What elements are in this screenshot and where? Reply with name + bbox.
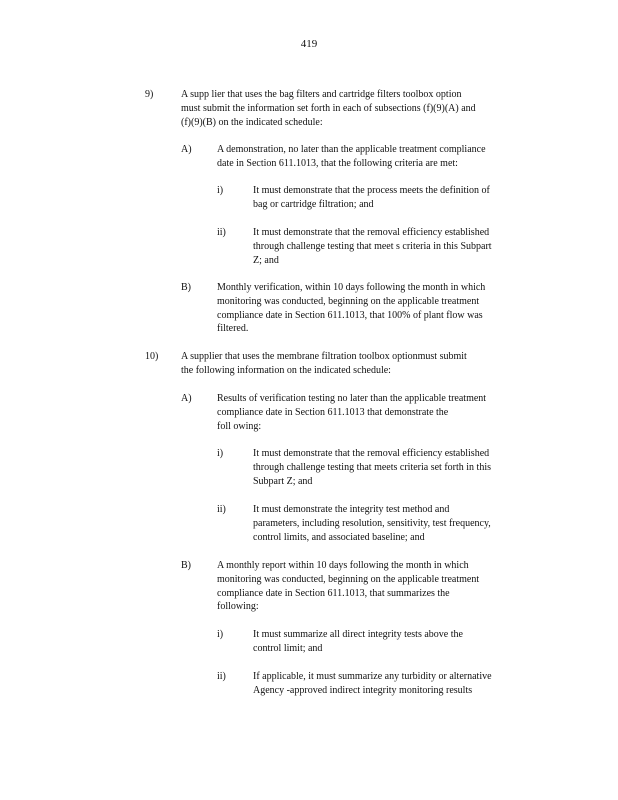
text-line: It must demonstrate that the removal efficiency established [253, 448, 490, 459]
subsection-10-B-i-text [253, 628, 543, 656]
subsection-10-B-marker: B) [181, 560, 191, 571]
subsection-9-A-ii-marker: ii) [217, 227, 226, 238]
subsection-9-B-marker: B) [181, 282, 191, 293]
text-line: (f)(9)(B) on the indicated schedule: [181, 116, 323, 128]
text-line: compliance date in Section 611.1013 that demonstrate the [217, 406, 449, 418]
text-line: It must demonstrate the integrity test method and [253, 504, 450, 515]
subsection-10-A-i-text [253, 447, 543, 488]
text-line: compliance date in Section 611.1013, that 100% of plant flow was [217, 309, 483, 321]
subsection-10-B-ii-marker: ii) [217, 671, 226, 682]
text-line: A supp lier that uses the bag filters and cartridge filters toolbox option [181, 89, 462, 100]
subsection-10-text [181, 350, 541, 378]
text-line: It must summarize all direct integrity tests above the [253, 629, 463, 640]
text-line: Z; and [253, 254, 279, 266]
subsection-10-marker: 10) [145, 351, 159, 362]
text-line: control limits, and associated baseline; and [253, 531, 425, 543]
text-line: Subpart Z; and [253, 475, 313, 487]
subsection-9-A-text [217, 143, 542, 171]
page-number: 419 [300, 38, 318, 50]
text-line: A demonstration, no later than the applicable treatment compliance [217, 144, 486, 155]
subsection-9-A-ii-text [253, 226, 543, 267]
text-line: monitoring was conducted, beginning on the applicable treatment [217, 573, 480, 585]
subsection-10-A-i-marker: i) [217, 448, 224, 459]
text-line: bag or cartridge filtration; and [253, 198, 374, 210]
subsection-9-text [181, 88, 541, 129]
subsection-9-marker: 9) [145, 89, 154, 100]
subsection-10-B-i-marker: i) [217, 629, 224, 640]
text-line: Monthly verification, within 10 days following the month in which [217, 282, 486, 293]
subsection-9-B-text [217, 281, 542, 336]
subsection-9-A-marker: A) [181, 144, 192, 155]
text-line: date in Section 611.1013, that the following criteria are met: [217, 157, 458, 169]
text-line: compliance date in Section 611.1013, that summarizes the [217, 587, 450, 599]
subsection-10-A-marker: A) [181, 393, 192, 404]
text-line: through challenge testing that meet s criteria in this Subpart [253, 240, 492, 252]
text-line: Agency -approved indirect integrity monitoring results [253, 684, 473, 696]
subsection-9-A-i-text [253, 184, 543, 212]
subsection-10-A-ii-marker: ii) [217, 504, 226, 515]
text-line: following: [217, 601, 259, 613]
text-line: must submit the information set forth in each of subsections (f)(9)(A) and [181, 102, 476, 114]
subsection-10-B-text [217, 559, 542, 614]
text-line: through challenge testing that meets criteria set forth in this [253, 461, 491, 473]
text-line: filtered. [217, 323, 249, 335]
text-line: It must demonstrate that the process meets the definition of [253, 185, 490, 196]
text-line: foll owing: [217, 420, 262, 432]
text-line: control limit; and [253, 642, 323, 654]
text-line: A supplier that uses the membrane filtration toolbox optionmust submit [181, 351, 467, 362]
subsection-10-A-ii-text [253, 503, 543, 544]
subsection-10-B-ii-text [253, 670, 543, 698]
text-line: the following information on the indicated schedule: [181, 364, 391, 376]
text-line: monitoring was conducted, beginning on the applicable treatment [217, 295, 480, 307]
text-line: parameters, including resolution, sensitivity, test frequency, [253, 517, 491, 529]
subsection-9-A-i-marker: i) [217, 185, 224, 196]
text-line: It must demonstrate that the removal efficiency established [253, 227, 490, 238]
text-line: A monthly report within 10 days following the month in which [217, 560, 469, 571]
text-line: Results of verification testing no later than the applicable treatment [217, 393, 487, 404]
text-line: If applicable, it must summarize any turbidity or alternative [253, 671, 492, 682]
subsection-10-A-text [217, 392, 542, 433]
